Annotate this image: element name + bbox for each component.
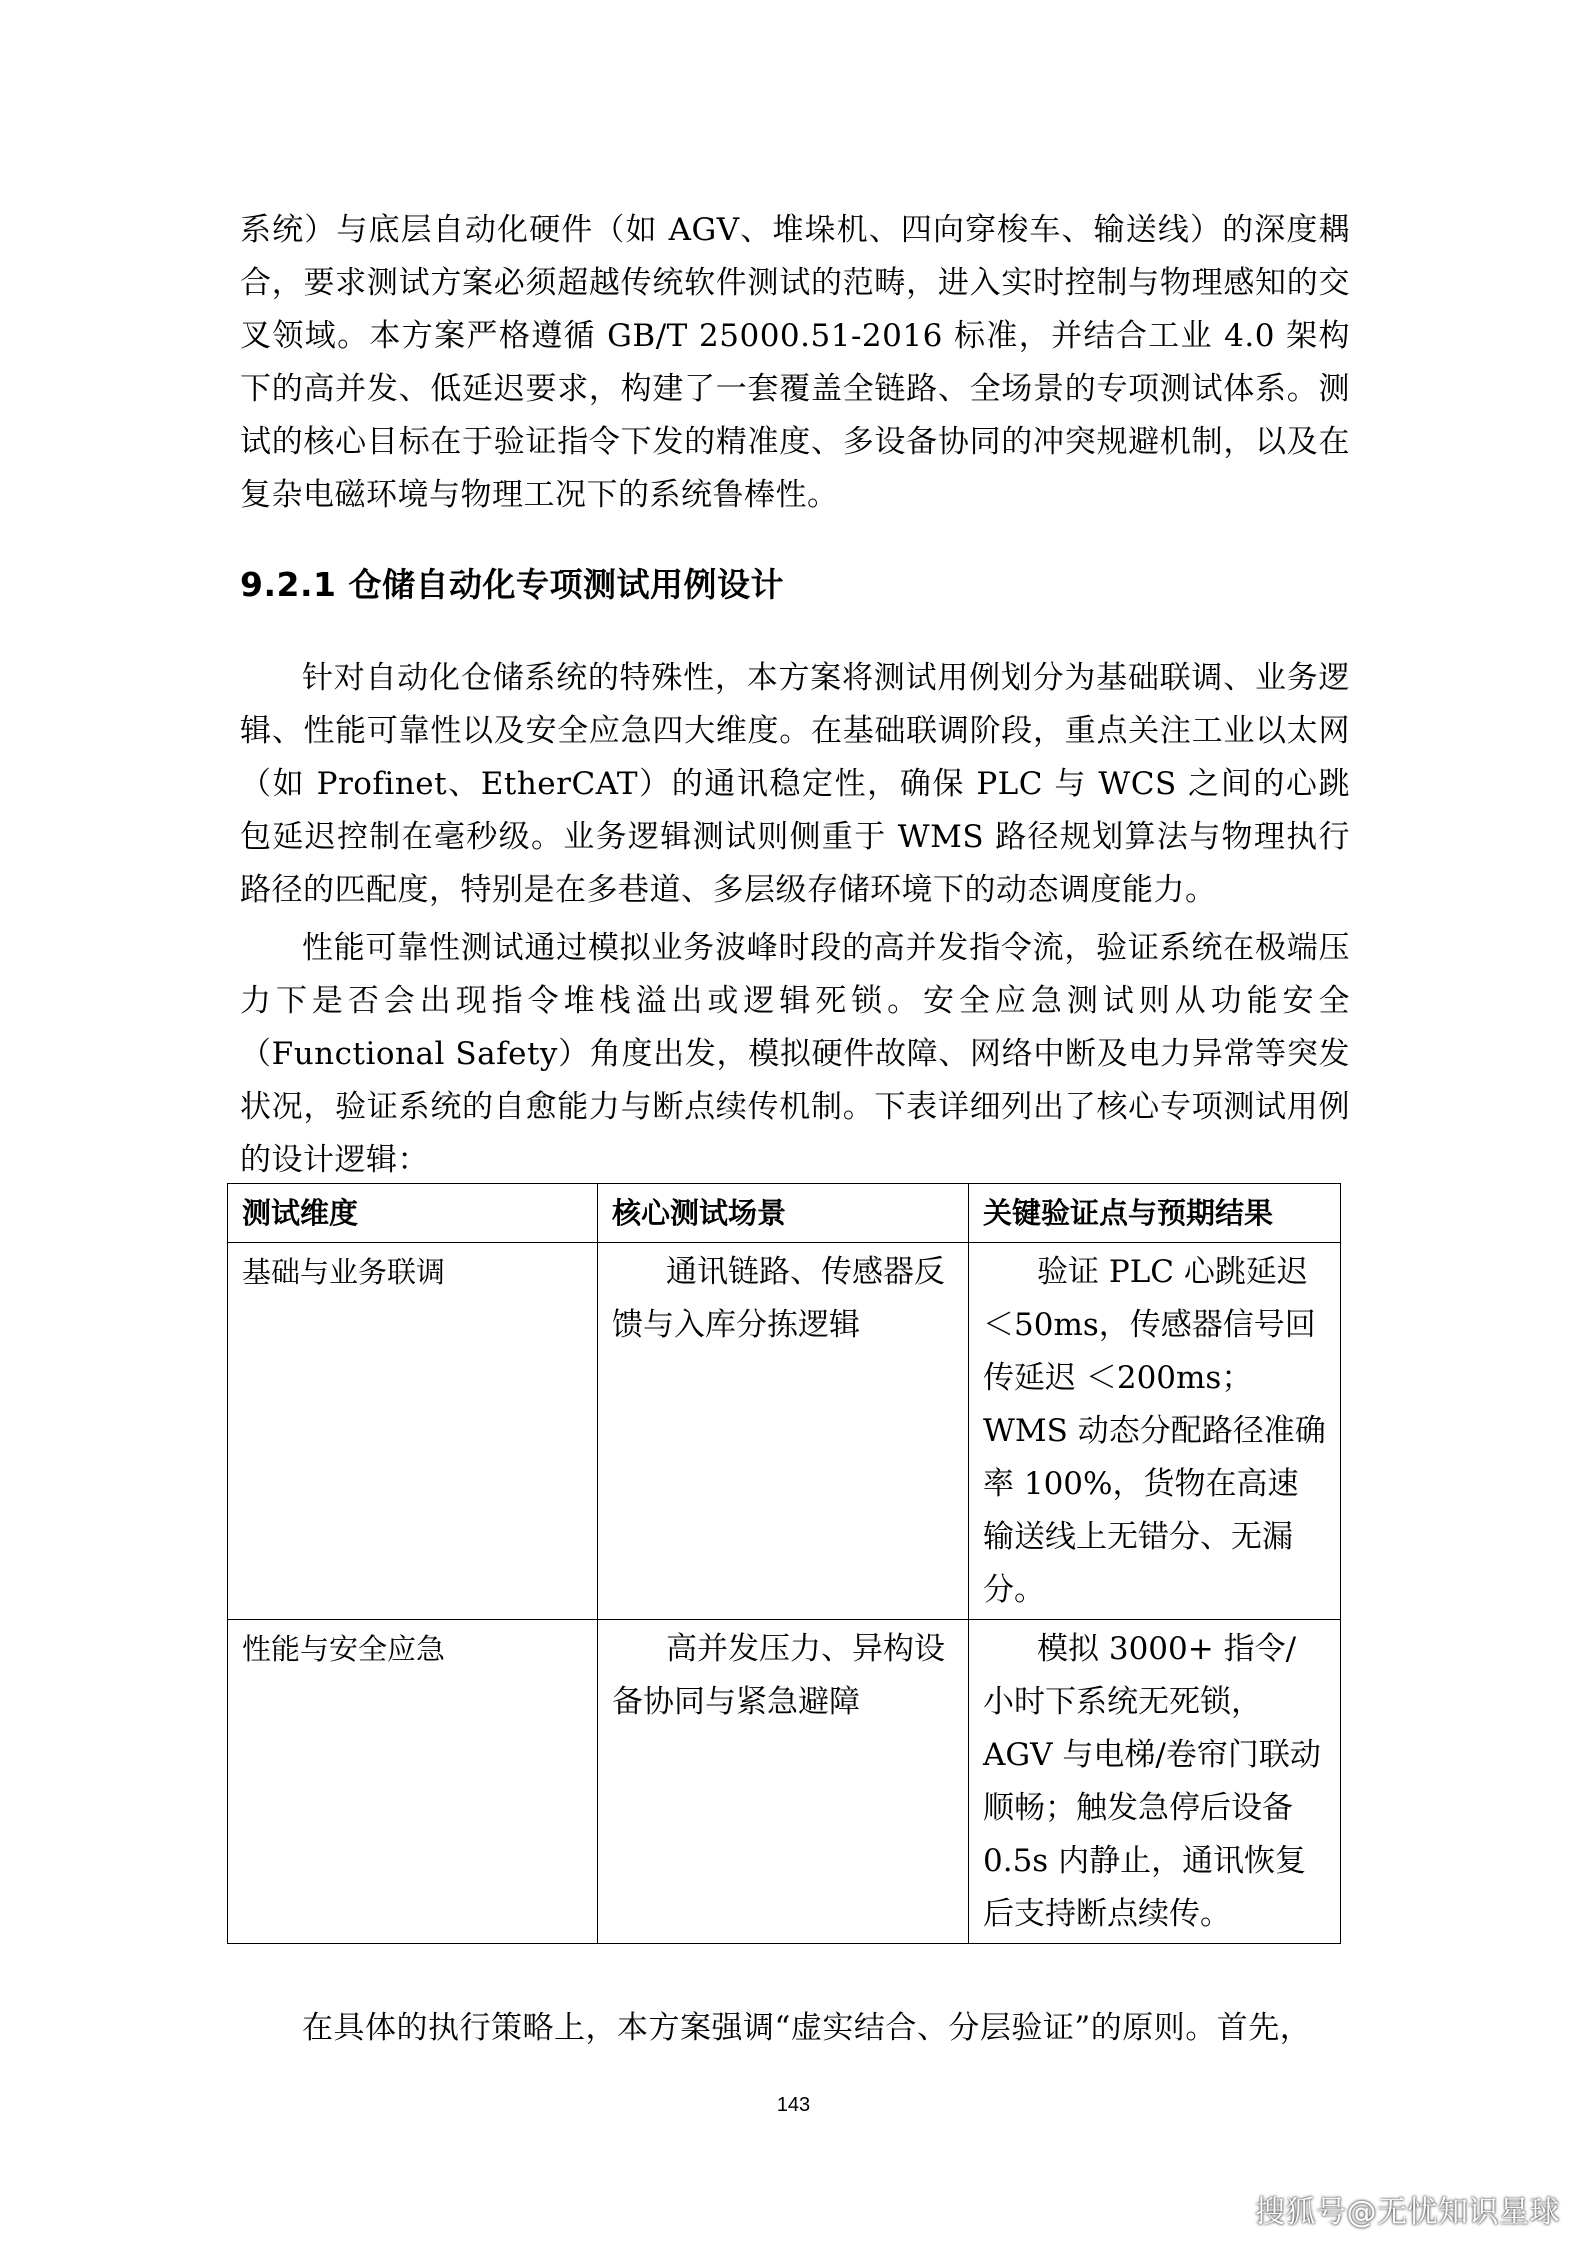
paragraph-intro-continued: 系统）与底层自动化硬件（如 AGV、堆垛机、四向穿梭车、输送线）的深度耦合，要求测试方案必须超越传统软件测试的范畴，进入实时控制与物理感知的交叉领域。本方案严格遵循 GB/T 25000.51-2016 标准，并结合工业 4.0 架构下的高并发、低延迟要求，构建了一套覆盖全链路、全场景的专项测试体系。测试的核心目标在于验证指令下发的精准度、多设备协同的冲突规避机制，以及在复杂电磁环境与物理工况下的系统鲁棒性。 [240,212,1350,513]
header-dimension: 测试维度 [228,1184,598,1243]
table-row [228,1620,1341,1944]
cell-scenario: 高并发压力、异构设备协同与紧急避障 [598,1620,969,1944]
table-row [228,1243,1341,1620]
paragraph-test-dimensions: 针对自动化仓储系统的特殊性，本方案将测试用例划分为基础联调、业务逻辑、性能可靠性以及安全应急四大维度。在基础联调阶段，重点关注工业以太网（如 Profinet、EtherCAT）的通讯稳定性，确保 PLC 与 WCS 之间的心跳包延迟控制在毫秒级。业务逻辑测试则侧重于 WMS 路径规划算法与物理执行路径的匹配度，特别是在多巷道、多层级存储环境下的动态调度能力。 [240,660,1350,908]
page-number: 143 [776,2094,811,2116]
paragraph-performance-safety: 性能可靠性测试通过模拟业务波峰时段的高并发指令流，验证系统在极端压力下是否会出现指令堆栈溢出或逻辑死锁。安全应急测试则从功能安全（Functional Safety）角度出发，模拟硬件故障、网络中断及电力异常等突发状况，验证系统的自愈能力与断点续传机制。下表详细列出了核心专项测试用例的设计逻辑： [240,930,1350,1178]
section-heading: 9.2.1 仓储自动化专项测试用例设计 [240,565,784,604]
cell-dimension: 基础与业务联调 [228,1243,598,1620]
test-case-table [227,1183,1341,1944]
cell-verification: 验证 PLC 心跳延迟 ＜50ms，传感器信号回传延迟 ＜200ms；WMS 动态分配路径准确率 100%，货物在高速输送线上无错分、无漏分。 [969,1243,1341,1620]
cell-verification: 模拟 3000+ 指令/小时下系统无死锁，AGV 与电梯/卷帘门联动顺畅；触发急停后设备 0.5s 内静止，通讯恢复后支持断点续传。 [969,1620,1341,1944]
table-header-row [228,1184,1341,1243]
paragraph-execution-strategy: 在具体的执行策略上，本方案强调“虚实结合、分层验证”的原则。首先， [302,2010,1312,2046]
header-verification: 关键验证点与预期结果 [969,1184,1341,1243]
source-watermark: 搜狐号@无忧知识星球 [1255,2195,1560,2230]
header-scenario: 核心测试场景 [598,1184,969,1243]
cell-scenario: 通讯链路、传感器反馈与入库分拣逻辑 [598,1243,969,1620]
cell-dimension: 性能与安全应急 [228,1620,598,1944]
